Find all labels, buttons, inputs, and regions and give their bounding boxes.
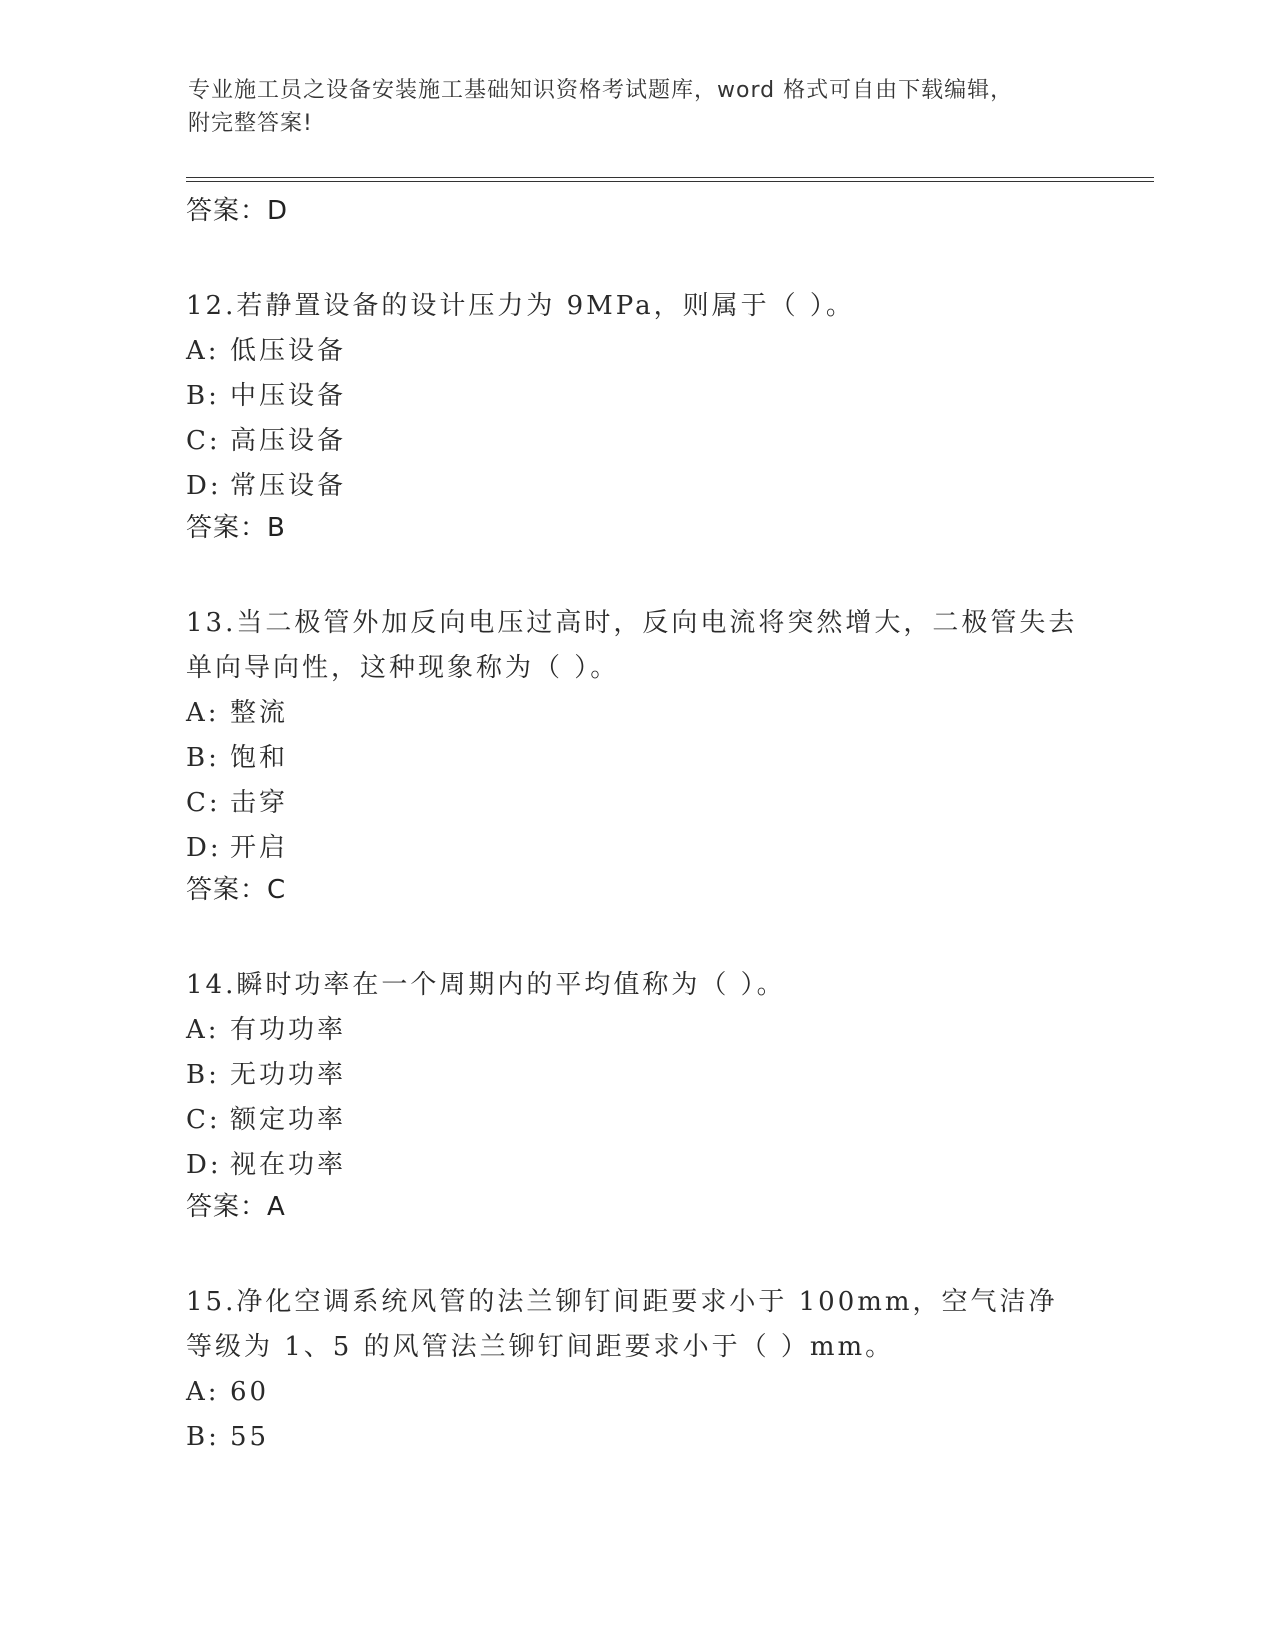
option-letter: B: bbox=[186, 1060, 220, 1090]
question-14 bbox=[186, 963, 1086, 1225]
option-d bbox=[186, 1143, 1086, 1188]
option-text: 击穿 bbox=[230, 788, 289, 818]
option-c bbox=[186, 1098, 1086, 1143]
option-letter: A: bbox=[186, 1015, 220, 1045]
option-text: 饱和 bbox=[230, 743, 289, 773]
option-a bbox=[186, 691, 1086, 736]
option-text: 60 bbox=[230, 1377, 270, 1407]
question-15 bbox=[186, 1280, 1086, 1460]
question-13 bbox=[186, 601, 1086, 908]
option-d bbox=[186, 464, 1086, 509]
document-header bbox=[188, 74, 1078, 140]
option-b bbox=[186, 736, 1086, 781]
question-stem: 14.瞬时功率在一个周期内的平均值称为（ ）。 bbox=[186, 970, 786, 1000]
question-stem: 13.当二极管外加反向电压过高时，反向电流将突然增大，二极管失去单向导向性，这种现象称为（ ）。 bbox=[186, 608, 1078, 683]
option-letter: D: bbox=[186, 471, 222, 501]
answer-label: 答案：B bbox=[186, 513, 286, 543]
option-letter: C: bbox=[186, 788, 221, 818]
question-stem: 12.若静置设备的设计压力为 9MPa，则属于（ ）。 bbox=[186, 291, 855, 321]
option-d bbox=[186, 826, 1086, 871]
header-line-1: 专业施工员之设备安装施工基础知识资格考试题库，word 格式可自由下载编辑， bbox=[188, 78, 1014, 103]
question-12 bbox=[186, 284, 1086, 546]
option-b bbox=[186, 1053, 1086, 1098]
option-letter: D: bbox=[186, 833, 222, 863]
answer-label: 答案：A bbox=[186, 1192, 286, 1222]
option-letter: B: bbox=[186, 1422, 220, 1452]
option-a bbox=[186, 329, 1086, 374]
option-text: 中压设备 bbox=[230, 381, 347, 411]
option-letter: A: bbox=[186, 698, 220, 728]
answer-label: 答案：C bbox=[186, 875, 287, 905]
option-text: 55 bbox=[230, 1422, 270, 1452]
option-text: 视在功率 bbox=[230, 1150, 347, 1180]
option-text: 低压设备 bbox=[230, 336, 347, 366]
option-text: 有功功率 bbox=[230, 1015, 347, 1045]
header-divider-top bbox=[186, 177, 1154, 178]
option-text: 额定功率 bbox=[230, 1105, 347, 1135]
option-c bbox=[186, 781, 1086, 826]
question-stem: 15.净化空调系统风管的法兰铆钉间距要求小于 100mm，空气洁净等级为 1、5 的风管法兰铆钉间距要求小于（ ）mm。 bbox=[186, 1287, 1058, 1362]
header-divider-bottom bbox=[186, 181, 1154, 182]
option-letter: B: bbox=[186, 381, 220, 411]
option-letter: D: bbox=[186, 1150, 222, 1180]
option-text: 常压设备 bbox=[230, 471, 347, 501]
option-letter: C: bbox=[186, 1105, 221, 1135]
option-text: 整流 bbox=[230, 698, 289, 728]
option-letter: A: bbox=[186, 336, 220, 366]
option-b bbox=[186, 1415, 1086, 1460]
header-line-2: 附完整答案! bbox=[188, 111, 313, 136]
option-b bbox=[186, 374, 1086, 419]
previous-answer: 答案：D bbox=[186, 196, 289, 226]
option-a bbox=[186, 1008, 1086, 1053]
option-letter: A: bbox=[186, 1377, 220, 1407]
question-list bbox=[186, 193, 1086, 1460]
option-a bbox=[186, 1370, 1086, 1415]
option-letter: B: bbox=[186, 743, 220, 773]
option-text: 高压设备 bbox=[230, 426, 347, 456]
option-c bbox=[186, 419, 1086, 464]
option-text: 开启 bbox=[230, 833, 289, 863]
option-text: 无功功率 bbox=[230, 1060, 347, 1090]
option-letter: C: bbox=[186, 426, 221, 456]
